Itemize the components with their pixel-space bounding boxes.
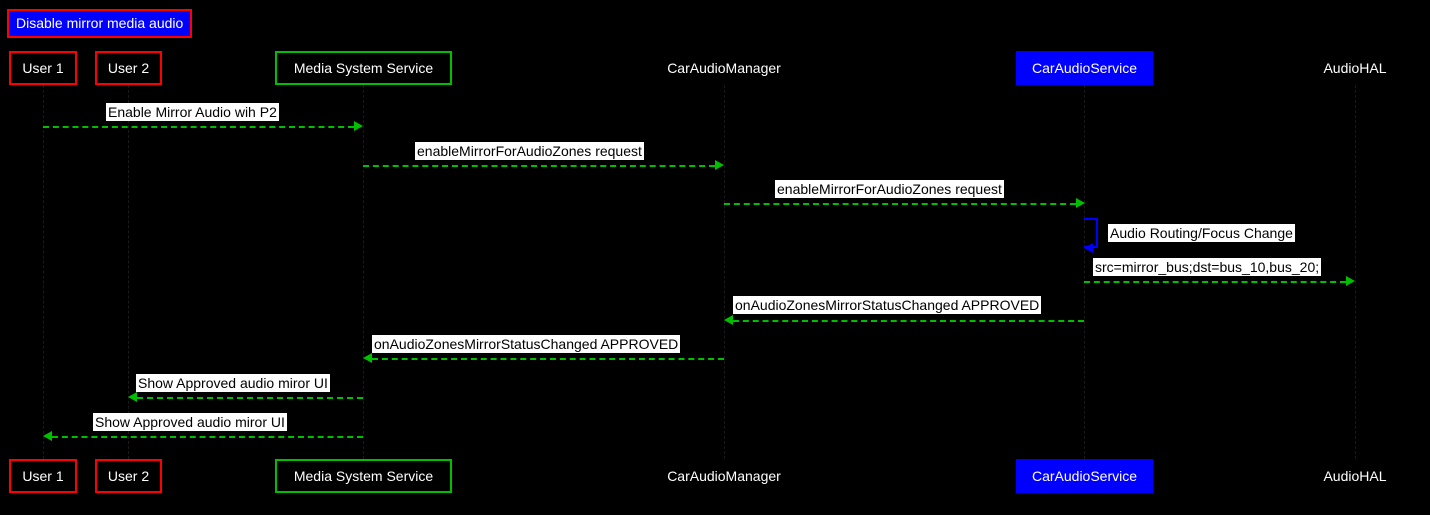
participant-foot-car-audio-manager[interactable] (650, 459, 798, 493)
message-arrow-line-6 (733, 320, 1084, 322)
participant-label-car-audio-service: CarAudioService (1031, 60, 1138, 76)
participant-head-user1[interactable] (9, 51, 77, 85)
participant-label-audio-hal: AudioHAL (1323, 60, 1387, 76)
message-label-show-approved-audio-miror-ui-1: Show Approved audio miror UI (138, 375, 328, 391)
lifeline-media-system-service (363, 85, 364, 459)
message-arrow-line-9 (52, 436, 363, 438)
participant-head-audio-hal[interactable] (1300, 51, 1410, 85)
participant-foot-label-media-system-service: Media System Service (293, 468, 434, 484)
message-label-enablemirrorforaudiozones-request-1: enableMirrorForAudioZones request (417, 143, 642, 159)
message-arrow-head-6 (724, 315, 733, 325)
participant-foot-label-user1: User 1 (22, 468, 64, 484)
participant-foot-media-system-service[interactable] (275, 459, 452, 493)
participant-label-car-audio-manager: CarAudioManager (667, 60, 781, 76)
participant-head-car-audio-manager[interactable] (650, 51, 798, 85)
lifeline-car-audio-manager (724, 85, 725, 459)
lifeline-audio-hal (1355, 85, 1356, 459)
message-arrow-line-7 (372, 358, 724, 360)
message-label-onaudiozonesmirrorstatuschanged-approved-1: onAudioZonesMirrorStatusChanged APPROVED (735, 297, 1040, 313)
participant-foot-label-audio-hal: AudioHAL (1323, 468, 1387, 484)
participant-foot-label-car-audio-service: CarAudioService (1031, 468, 1138, 484)
message-arrow-line-2 (363, 165, 715, 167)
message-label-src-mirror-bus-dst: src=mirror_bus;dst=bus_10,bus_20; (1095, 259, 1320, 275)
message-label-onaudiozonesmirrorstatuschanged-approved-2: onAudioZonesMirrorStatusChanged APPROVED (374, 336, 679, 352)
message-arrow-line-3 (724, 203, 1076, 205)
message-label-show-approved-audio-miror-ui-2: Show Approved audio miror UI (95, 414, 285, 430)
message-arrow-head-5 (1346, 276, 1355, 286)
lifeline-car-audio-service (1084, 85, 1085, 459)
participant-foot-audio-hal[interactable] (1300, 459, 1410, 493)
diagram-title: Disable mirror media audio (7, 9, 192, 38)
message-arrow-head-1 (354, 121, 363, 131)
participant-label-media-system-service: Media System Service (293, 60, 434, 76)
message-arrow-head-7 (363, 353, 372, 363)
lifeline-user1 (43, 85, 44, 459)
message-arrow-line-8 (137, 397, 363, 399)
self-message-arrow-head (1084, 243, 1093, 253)
participant-foot-user1[interactable] (9, 459, 77, 493)
message-arrow-head-3 (1076, 198, 1085, 208)
participant-head-user2[interactable] (95, 51, 162, 85)
participant-head-media-system-service[interactable] (275, 51, 452, 85)
lifeline-user2 (128, 85, 129, 459)
message-arrow-head-9 (43, 431, 52, 441)
participant-head-car-audio-service[interactable] (1016, 51, 1153, 85)
participant-label-user1: User 1 (22, 60, 64, 76)
participant-foot-user2[interactable] (95, 459, 162, 493)
message-arrow-line-5 (1084, 281, 1346, 283)
message-label-enablemirrorforaudiozones-request-2: enableMirrorForAudioZones request (777, 181, 1002, 197)
message-arrow-line-1 (43, 126, 354, 128)
message-label-enable-mirror-audio-wih-p2: Enable Mirror Audio wih P2 (108, 104, 277, 120)
message-arrow-head-8 (128, 392, 137, 402)
participant-foot-car-audio-service[interactable] (1016, 459, 1153, 493)
message-arrow-head-2 (715, 160, 724, 170)
participant-label-user2: User 2 (107, 60, 150, 76)
message-label-audio-routing-focus-change: Audio Routing/Focus Change (1110, 225, 1293, 241)
participant-foot-label-user2: User 2 (107, 468, 150, 484)
participant-foot-label-car-audio-manager: CarAudioManager (667, 468, 781, 484)
